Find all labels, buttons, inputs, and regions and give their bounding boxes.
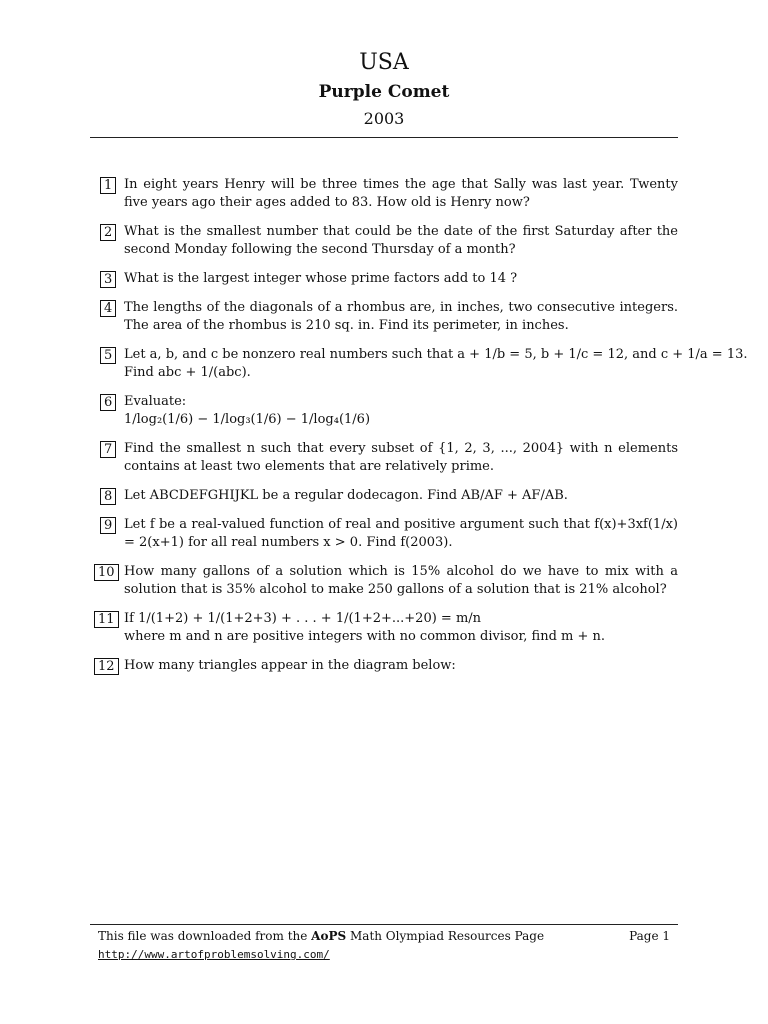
- footer-text-before: This file was downloaded from the: [98, 929, 312, 943]
- problem-number: 5: [100, 347, 116, 364]
- problem-text: Let a, b, and c be nonzero real numbers such that a + 1/b = 5, b + 1/c = 12, and c + 1/a = 13.: [124, 347, 748, 362]
- problem-text: Let ABCDEFGHIJKL be a regular dodecagon. Find AB/AF + AF/AB.: [124, 488, 568, 503]
- problem-text: If 1/(1+2) + 1/(1+2+3) + . . . + 1/(1+2+...+20) = m/n: [124, 611, 482, 626]
- problem-list: [98, 176, 748, 686]
- problem-number: 1: [100, 177, 116, 194]
- problem-10: [100, 563, 678, 599]
- problem-number: 3: [100, 271, 116, 288]
- problem-expression: 1/log₂(1/6) − 1/log₃(1/6) − 1/log₄(1/6): [124, 412, 371, 427]
- contest-year: 2003: [363, 109, 405, 128]
- problem-text: The lengths of the diagonals of a rhombus are, in inches, two consecutive integers. The area of the rhombus is 210 sq. in. Find its perimeter, in inches.: [124, 300, 678, 333]
- problem-number: 9: [100, 517, 116, 534]
- problem-number: 12: [94, 658, 119, 675]
- problem-1: [100, 176, 678, 212]
- footer-divider: [90, 924, 678, 925]
- problem-text: How many triangles appear in the diagram below:: [124, 658, 456, 673]
- problem-number: 6: [100, 394, 116, 411]
- problem-number: 7: [100, 441, 116, 458]
- page-number: Page 1: [629, 929, 670, 943]
- problem-number: 2: [100, 224, 116, 241]
- problem-text: Find the smallest n such that every subset of {1, 2, 3, ..., 2004} with n elements contains at least two elements that are relatively prime.: [124, 441, 678, 474]
- problem-text: What is the largest integer whose prime factors add to 14 ?: [124, 271, 518, 286]
- aops-brand: AoPS: [311, 929, 347, 943]
- problem-number: 8: [100, 488, 116, 505]
- problem-8: [100, 487, 678, 505]
- problem-text: In eight years Henry will be three times the age that Sally was last year. Twenty five years ago their ages added to 83. How old is Henry now?: [124, 177, 678, 210]
- problem-text-line-2: Find abc + 1/(abc).: [124, 365, 251, 380]
- problem-7: [100, 440, 678, 476]
- footer-text-after: Math Olympiad Resources Page: [346, 929, 545, 943]
- problem-text: Evaluate:: [124, 394, 187, 409]
- aops-url-link[interactable]: http://www.artofproblemsolving.com/: [98, 948, 330, 961]
- problem-5: [100, 346, 748, 382]
- document-header: [0, 48, 768, 131]
- problem-number: 4: [100, 300, 116, 317]
- problem-text: Let f be a real-valued function of real and positive argument such that f(x)+3xf(1/x) = 2(x+1) for all real numbers x > 0. Find f(2003).: [124, 517, 678, 550]
- problem-text: How many gallons of a solution which is 15% alcohol do we have to mix with a solution that is 35% alcohol to make 250 gallons of a solution that is 21% alcohol?: [124, 564, 678, 597]
- problem-6: [100, 393, 678, 429]
- contest-name: Purple Comet: [318, 82, 450, 102]
- country-title: USA: [359, 50, 409, 75]
- problem-2: [100, 223, 678, 259]
- problem-3: [100, 270, 678, 288]
- problem-text: What is the smallest number that could be the date of the first Saturday after the second Monday following the second Thursday of a month?: [124, 224, 678, 257]
- problem-number: 10: [94, 564, 119, 581]
- problem-text-line-2: where m and n are positive integers with no common divisor, find m + n.: [124, 629, 606, 644]
- problem-4: [100, 299, 678, 335]
- problem-12: [100, 657, 678, 675]
- problem-11: [100, 610, 678, 646]
- problem-number: 11: [94, 611, 119, 628]
- footer-source-text: [98, 928, 544, 944]
- problem-9: [100, 516, 678, 552]
- header-divider: [90, 137, 678, 138]
